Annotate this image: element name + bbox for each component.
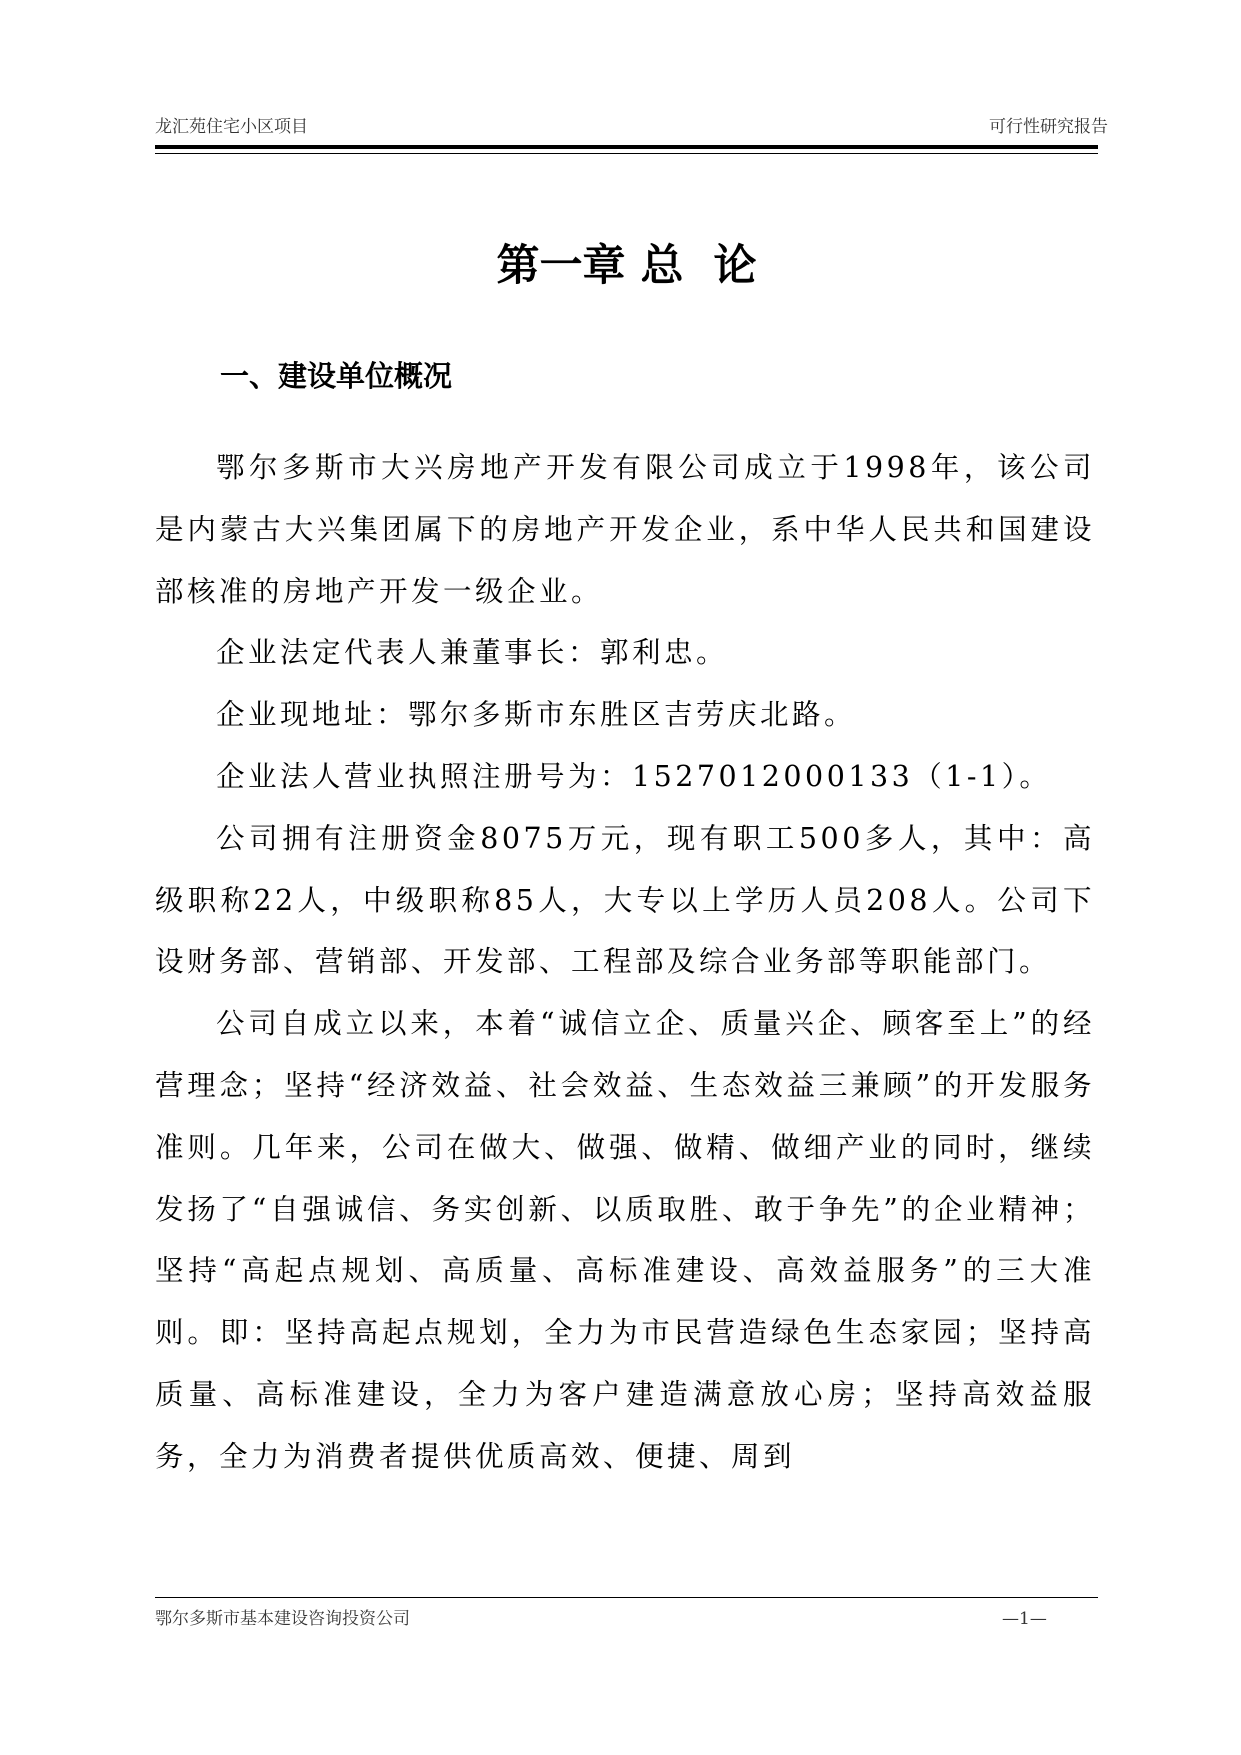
running-header-report-type: 可行性研究报告 xyxy=(989,117,1108,137)
footer-company: 鄂尔多斯市基本建设咨询投资公司 xyxy=(155,1609,410,1629)
header-rule-thick xyxy=(155,145,1098,149)
chapter-title: 第一章 总 论 xyxy=(496,241,757,291)
paragraph-philosophy: 公司自成立以来，本着“诚信立企、质量兴企、顾客至上”的经营理念；坚持“经济效益、社会效益、生态效益三兼顾”的开发服务准则。几年来，公司在做大、做强、做精、做细产业的同时，继续发扬了“自强诚信、务实创新、以质取胜、敢于争先”的企业精神；坚持“高起点规划、高质量、高标准建设、高效益服务”的三大准则。即：坚持高起点规划，全力为市民营造绿色生态家园；坚持高质量、高标准建设，全力为客户建造满意放心房；坚持高效益服务，全力为消费者提供优质高效、便捷、周到 xyxy=(155,1007,1095,1473)
header-rule-thin xyxy=(155,153,1098,154)
paragraph-license-number: 企业法人营业执照注册号为：1527012000133（1-1）。 xyxy=(216,759,1052,793)
page-number: —1— xyxy=(1002,1609,1047,1629)
body-text xyxy=(155,437,1095,1488)
paragraph-company-intro: 鄂尔多斯市大兴房地产开发有限公司成立于1998年，该公司是内蒙古大兴集团属下的房地产开发企业，系中华人民共和国建设部核准的房地产开发一级企业。 xyxy=(155,451,1095,608)
section-title: 一、建设单位概况 xyxy=(220,359,453,393)
paragraph-legal-representative: 企业法定代表人兼董事长：郭利忠。 xyxy=(216,636,729,670)
running-header-project: 龙汇苑住宅小区项目 xyxy=(155,117,308,137)
footer-rule xyxy=(155,1597,1098,1598)
paragraph-address: 企业现地址：鄂尔多斯市东胜区吉劳庆北路。 xyxy=(216,698,857,732)
paragraph-capital-staff: 公司拥有注册资金8075万元，现有职工500多人，其中：高级职称22人，中级职称85人，大专以上学历人员208人。公司下设财务部、营销部、开发部、工程部及综合业务部等职能部门。 xyxy=(155,821,1095,979)
